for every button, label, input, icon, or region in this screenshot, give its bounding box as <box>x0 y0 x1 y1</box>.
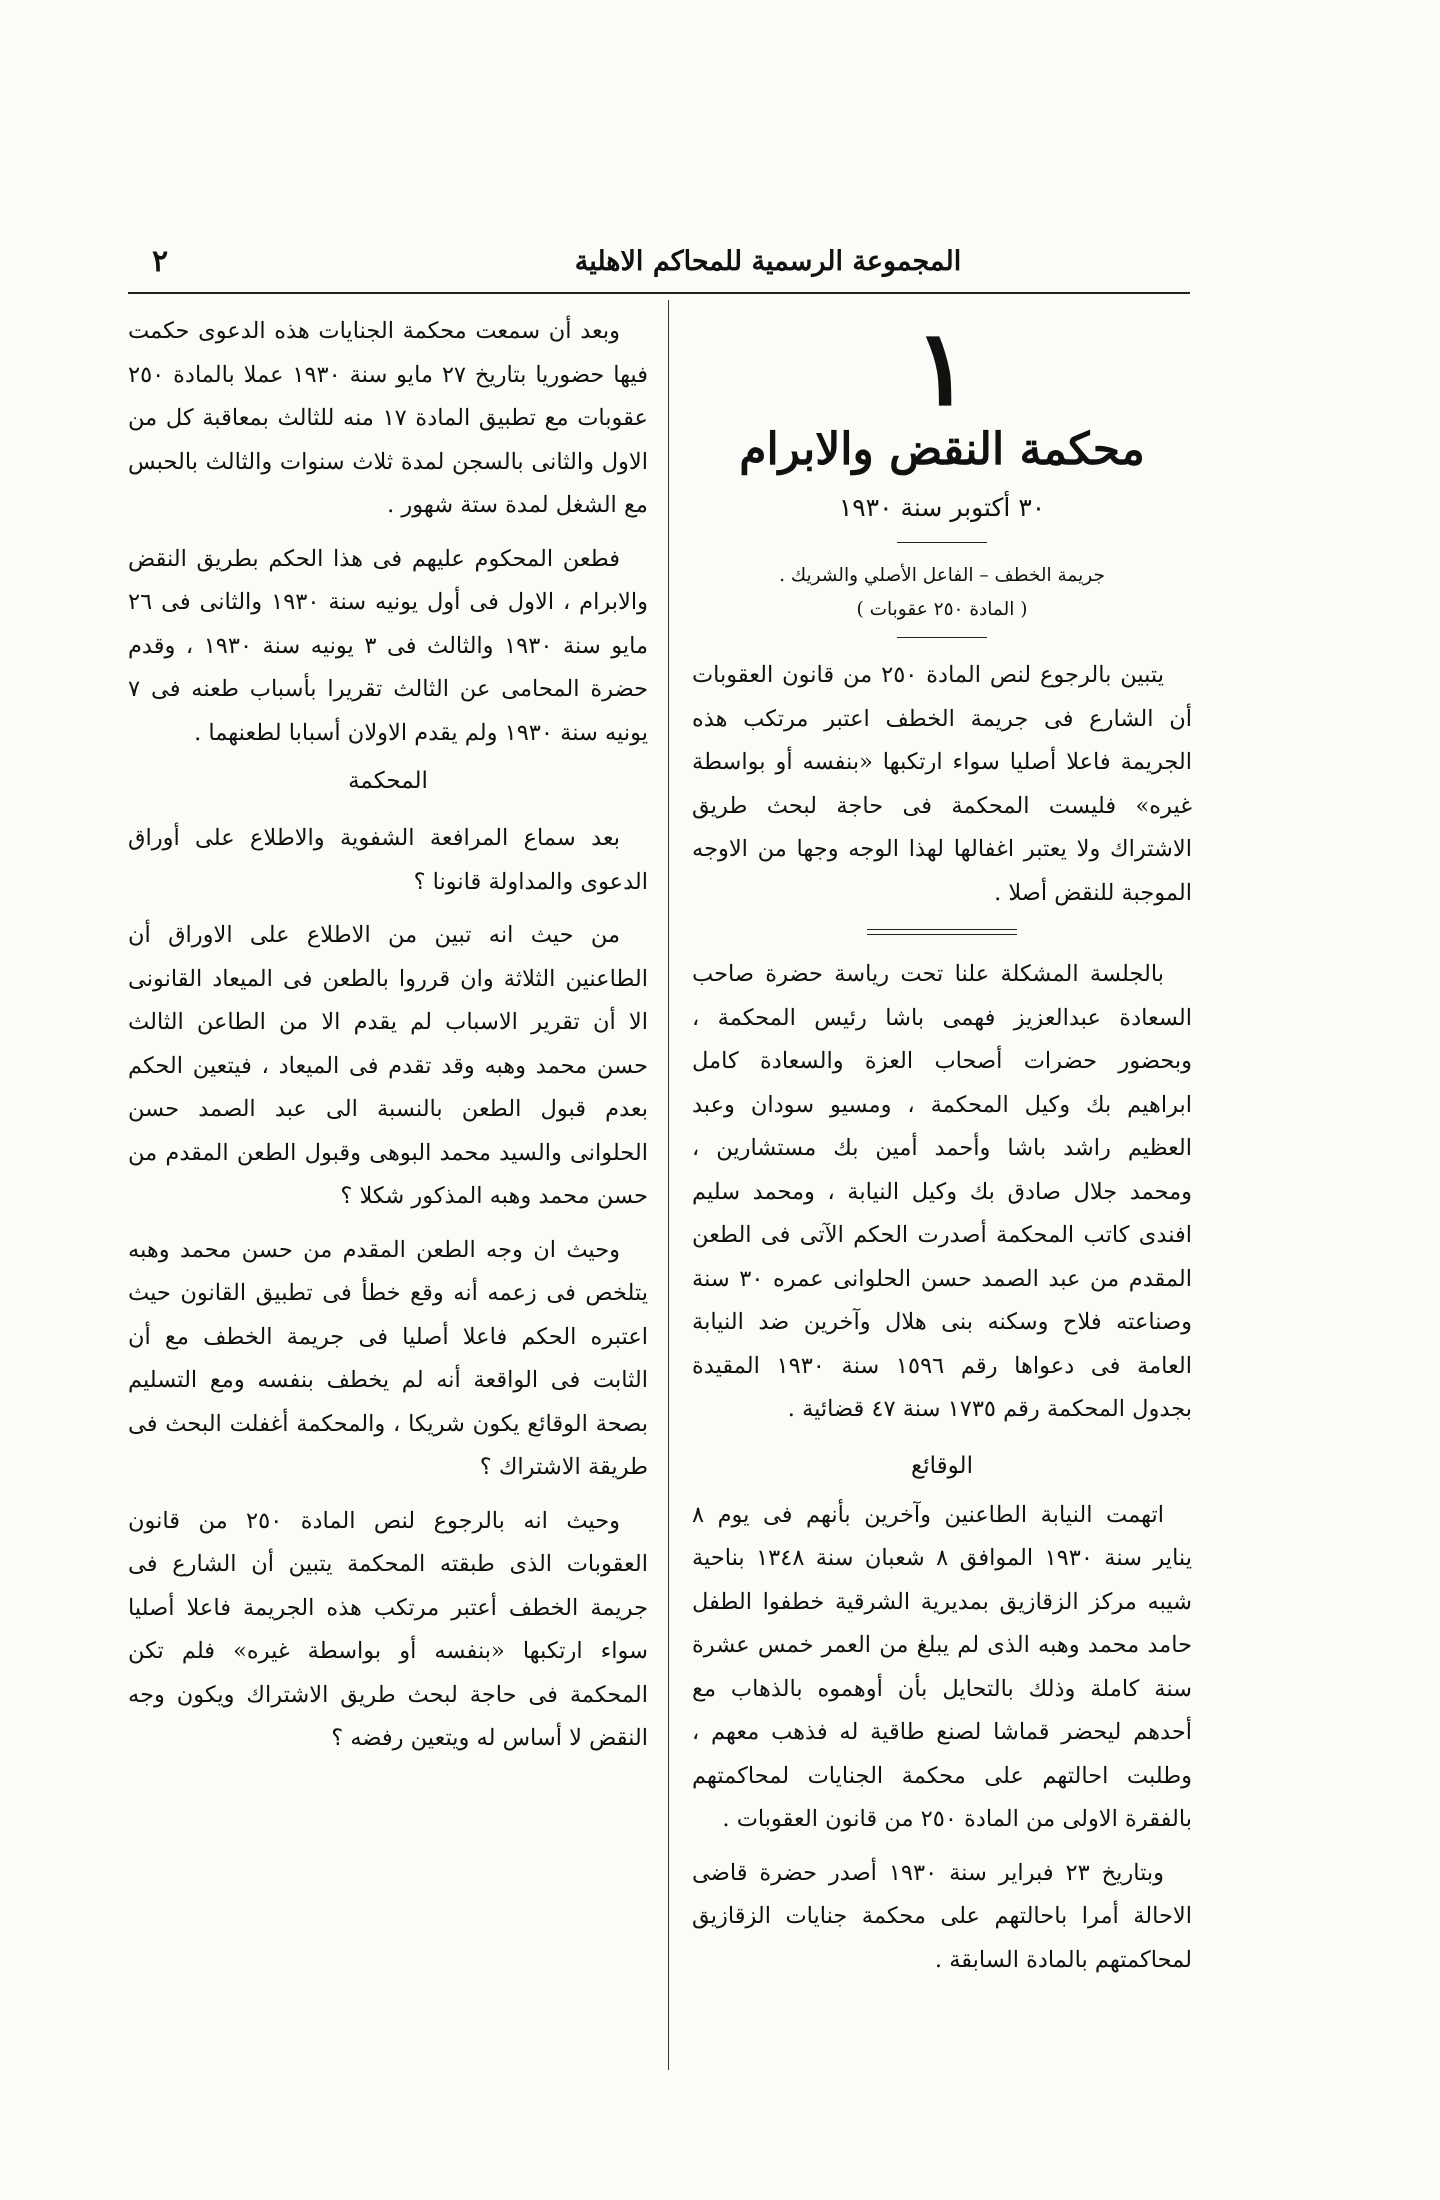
summary-paragraph: يتبين بالرجوع لنص المادة ٢٥٠ من قانون العقوبات أن الشارع فى جريمة الخطف اعتبر مرتكب هذه الجريمة فاعلا أصليا سواء ارتكبها «بنفسه أو بواسطة غيره» فليست المحكمة فى حاجة لبحث طريق الاشتراك ولا يعتبر اغفالها لهذا الوجه وجها من الاوجه الموجبة للنقض أصلا . <box>692 662 1192 906</box>
short-rule <box>897 542 987 543</box>
header-rule <box>128 292 1190 294</box>
facts-paragraph: وبتاريخ ٢٣ فبراير سنة ١٩٣٠ أصدر حضرة قاضى الاحالة أمرا باحالتهم على محكمة جنايات الزقازيق لمحاكمتهم بالمادة السابقة . <box>692 1859 1192 1973</box>
short-rule <box>897 637 987 638</box>
body-paragraph: من حيث انه تبين من الاطلاع على الاوراق أن الطاعنين الثلاثة وان قرروا بالطعن فى الميعاد القانونى الا أن تقرير الاسباب لم يقدم الا من الطاعن الثالث حسن محمد وهبه وقد تقدم فى الميعاد ، فيتعين الحكم بعدم قبول الطعن بالنسبة الى عبد الصمد حسن الحلوانى والسيد محمد البوهى وقبول الطعن المقدم من حسن محمد وهبه المذكور شكلا ؟ <box>128 922 648 1209</box>
facts-heading: الوقائع <box>911 1452 973 1479</box>
body-paragraph: وحيث ان وجه الطعن المقدم من حسن محمد وهبه يتلخص فى زعمه أنه وقع خطأ فى تطبيق القانون حيث اعتبره الحكم فاعلا أصليا فى جريمة الخطف مع أن الثابت فى الواقعة أنه لم يخطف بنفسه ومع التسليم بصحة الوقائع يكون شريكا ، والمحكمة أغفلت البحث فى طريقة الاشتراك ؟ <box>128 1236 648 1480</box>
body-paragraph: فطعن المحكوم عليهم فى هذا الحكم بطريق النقض والابرام ، الاول فى أول يونيه سنة ١٩٣٠ والثانى فى ٢٦ مايو سنة ١٩٣٠ والثالث فى ٣ يونيه سنة ١٩٣٠ ، وقدم حضرة المحامى عن الثالث تقريرا بأسباب طعنه فى ٧ يونيه سنة ١٩٣٠ ولم يقدم الاولان أسبابا لطعنهما . <box>128 545 648 746</box>
body-paragraph: وبعد أن سمعت محكمة الجنايات هذه الدعوى حكمت فيها حضوريا بتاريخ ٢٧ مايو سنة ١٩٣٠ عملا بالمادة ٢٥٠ عقوبات مع تطبيق المادة ١٧ منه للثالث بمعاقبة كل من الاول والثانى بالسجن لمدة ثلاث سنوات والثالث بالحبس مع الشغل لمدة ستة شهور . <box>128 318 648 518</box>
court-name: محكمة النقض والابرام <box>739 424 1145 475</box>
headnote-article: ( المادة ٢٥٠ عقوبات ) <box>856 599 1028 620</box>
body-paragraph: وحيث انه بالرجوع لنص المادة ٢٥٠ من قانون العقوبات الذى طبقته المحكمة يتبين أن الشارع فى جريمة الخطف أعتبر مرتكب هذه الجريمة فاعلا أصليا سواء ارتكبها «بنفسه أو بواسطة غيره» فلم تكن المحكمة فى حاجة لبحث طريق الاشتراك ويكون وجه النقض لا أساس له ويتعين رفضه ؟ <box>128 1507 648 1751</box>
facts-paragraph: اتهمت النيابة الطاعنين وآخرين بأنهم فى يوم ٨ يناير سنة ١٩٣٠ الموافق ٨ شعبان سنة ١٣٤٨ بناحية شيبه مركز الزقازيق بمديرية الشرقية خطفوا الطفل حامد محمد وهبه الذى لم يبلغ من العمر خمس عشرة سنة كاملة وذلك بالتحايل بأن أوهموه بالذهاب مع أحدهم ليحضر قماشا لصنع طاقية له فذهب معهم ، وطلبت احالتهم على محكمة الجنايات لمحاكمتهم بالفقرة الاولى من المادة ٢٥٠ من قانون العقوبات . <box>692 1501 1192 1832</box>
right-column <box>692 306 1192 1982</box>
journal-title: المجموعة الرسمية للمحاكم الاهلية <box>574 246 962 277</box>
judgment-date: ٣٠ أكتوبر سنة ١٩٣٠ <box>838 493 1046 522</box>
court-heading: المحكمة <box>348 768 428 794</box>
body-paragraph: بعد سماع المرافعة الشفوية والاطلاع على أوراق الدعوى والمداولة قانونا ؟ <box>128 825 648 895</box>
left-column <box>128 310 648 1761</box>
column-divider <box>668 300 669 2070</box>
session-paragraph: بالجلسة المشكلة علنا تحت رياسة حضرة صاحب السعادة عبدالعزيز فهمى باشا رئيس المحكمة ، وبحضور حضرات أصحاب العزة والسعادة كامل ابراهيم بك وكيل المحكمة ، ومسيو سودان وعبد العظيم راشد باشا وأحمد أمين بك مستشارين ، ومحمد جلال صادق بك وكيل النيابة ، ومحمد سليم افندى كاتب المحكمة أصدرت الحكم الآتى فى الطعن المقدم من عبد الصمد حسن الحلوانى عمره ٣٠ سنة وصناعته فلاح وسكنه بنى هلال وآخرين ضد النيابة العامة فى دعواها رقم ١٥٩٦ سنة ١٩٣٠ المقيدة بجدول المحكمة رقم ١٧٣٥ سنة ٤٧ قضائية . <box>692 961 1192 1422</box>
headnote-subject: جريمة الخطف – الفاعل الأصلي والشريك . <box>779 565 1105 586</box>
page-number: ٢ <box>152 244 169 279</box>
case-number: ١ <box>914 306 970 429</box>
double-rule <box>867 929 1017 935</box>
running-header <box>128 236 1190 286</box>
